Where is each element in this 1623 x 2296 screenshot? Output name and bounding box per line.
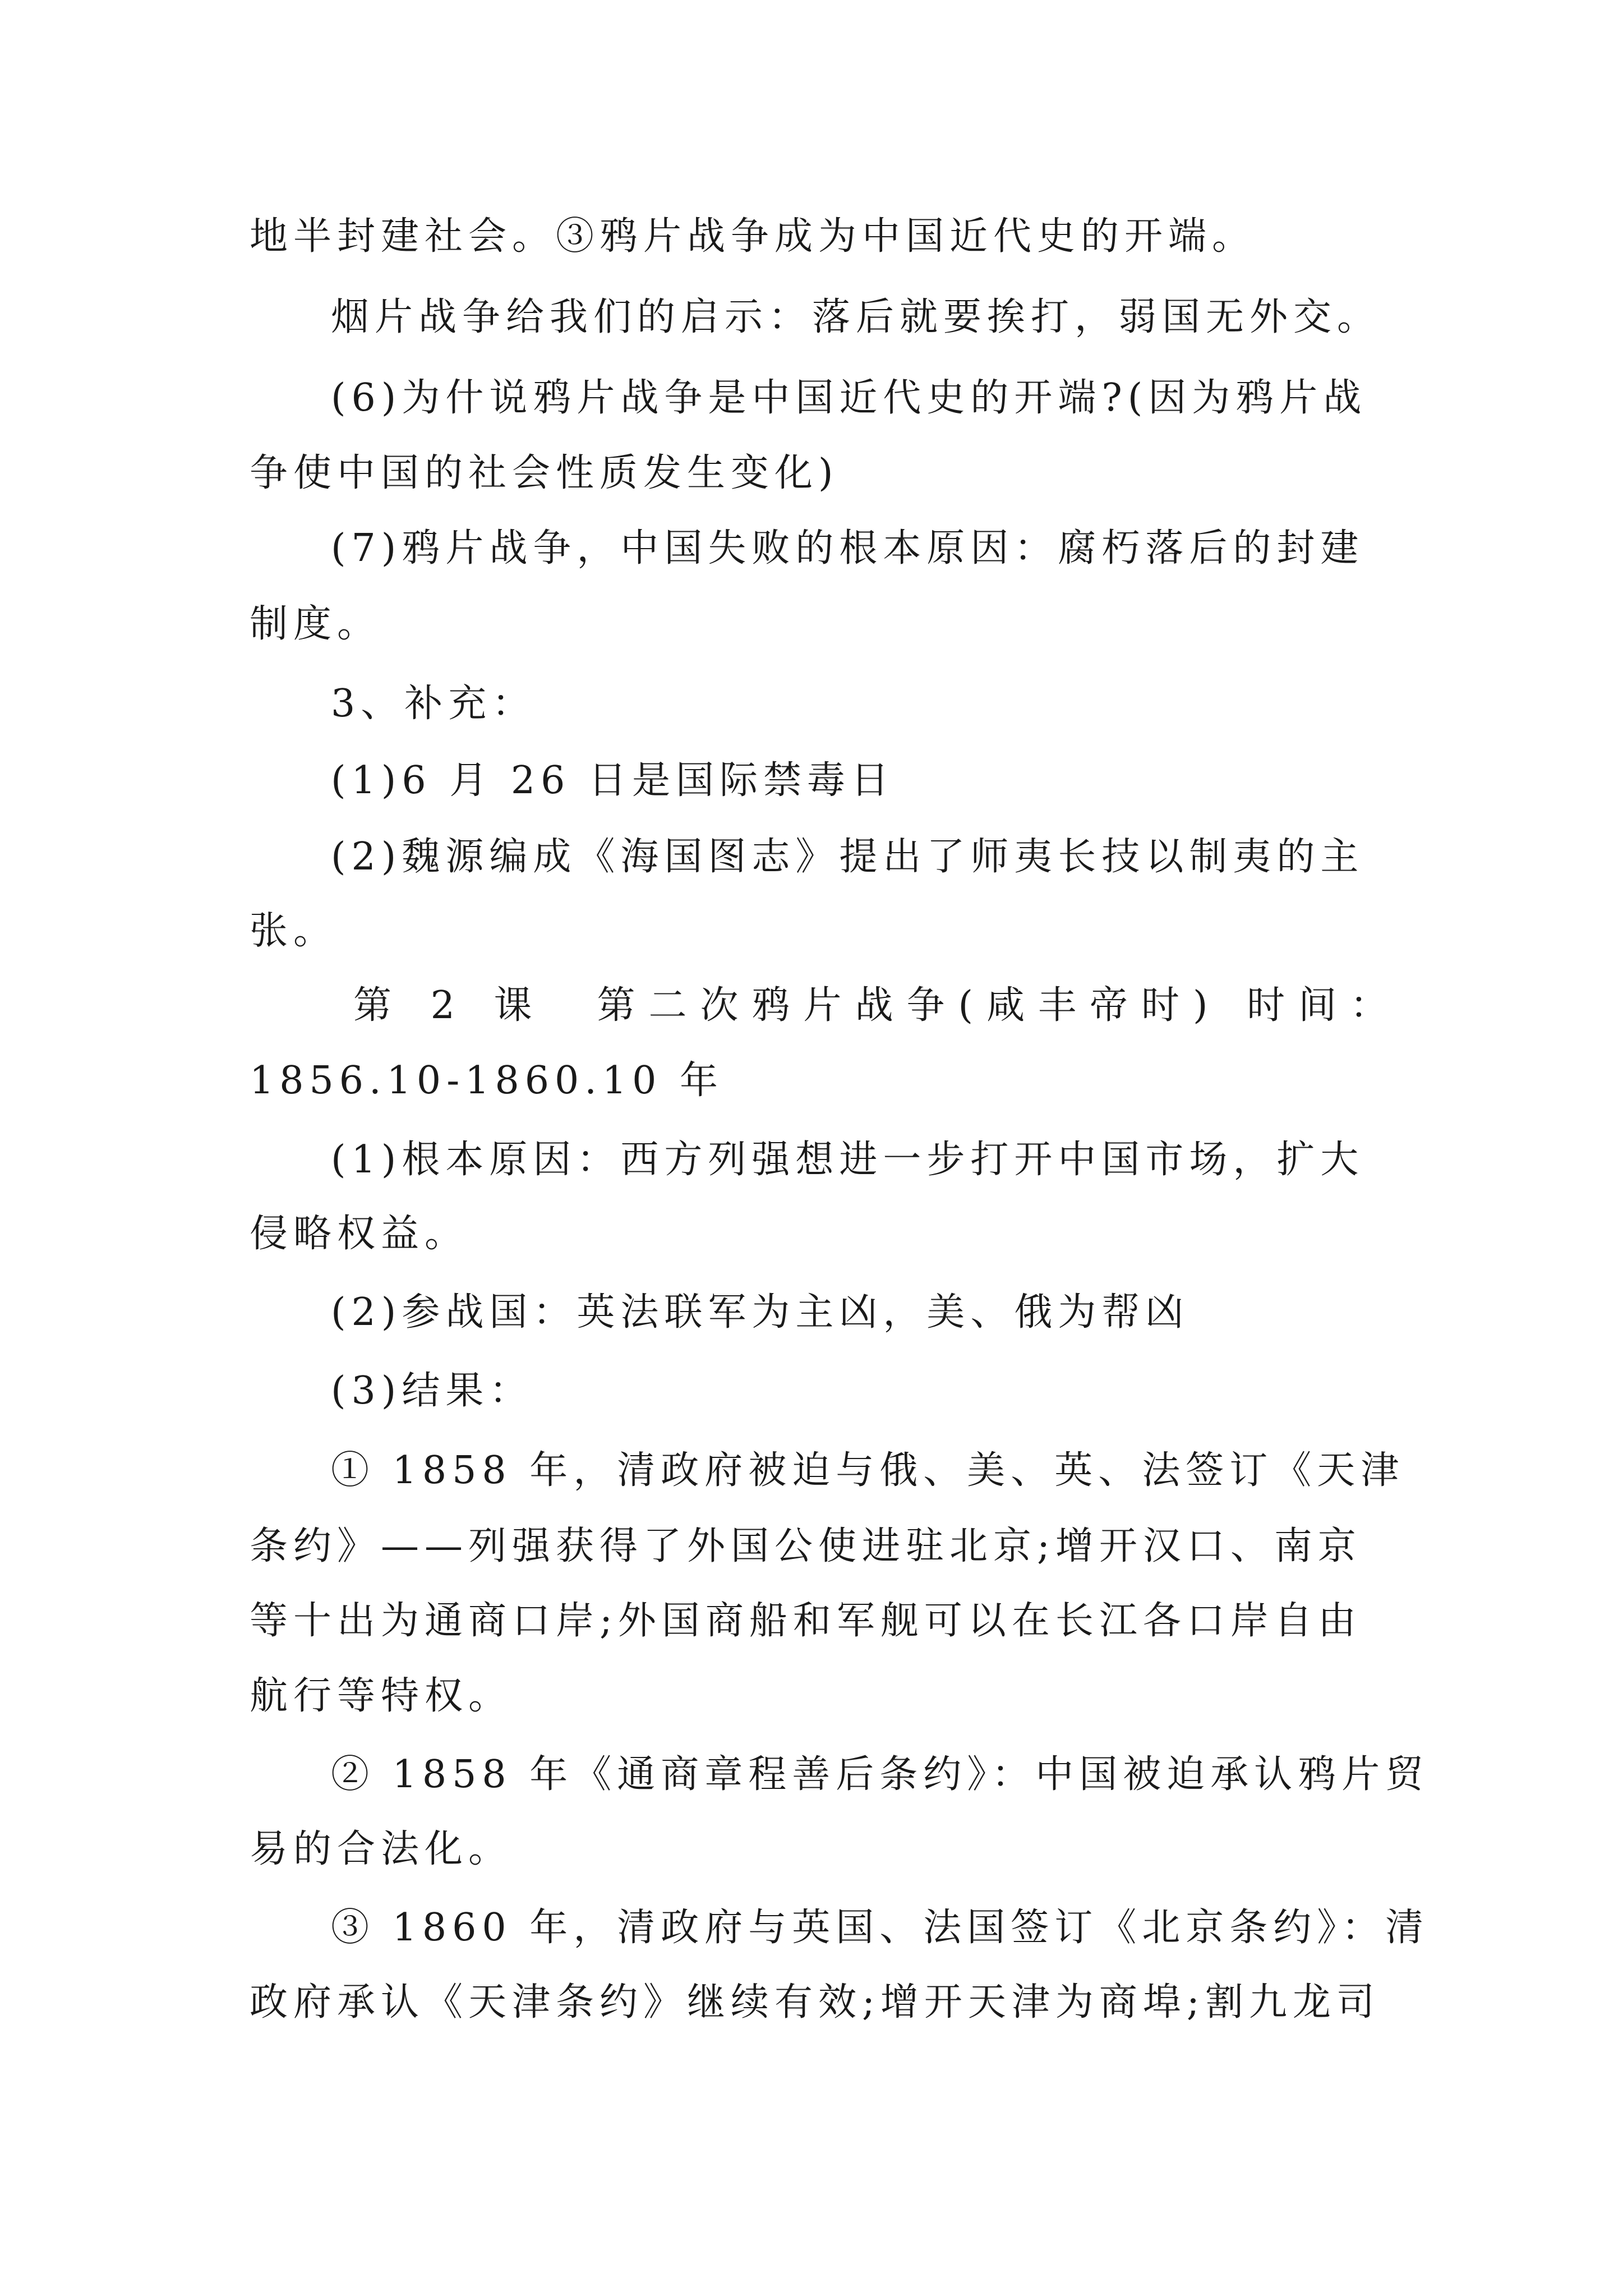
text-line: 侵略权益。	[250, 1212, 469, 1256]
text-line: ③ 1860 年，清政府与英国、法国签订《北京条约》：清	[331, 1906, 1430, 1950]
text-line: ② 1858 年《通商章程善后条约》：中国被迫承认鸦片贸	[331, 1752, 1430, 1797]
text-line: (6)为什说鸦片战争是中国近代史的开端?(因为鸦片战	[331, 376, 1367, 420]
text-line: 制度。	[250, 602, 381, 646]
lesson-heading: 第 2 课 第二次鸦片战争(咸丰帝时) 时间：	[353, 983, 1402, 1028]
text-line: 争使中国的社会性质发生变化)	[250, 451, 839, 495]
text-line: 等十出为通商口岸;外国商船和军舰可以在长江各口岸自由	[250, 1599, 1362, 1643]
text-line: (1)根本原因：西方列强想进一步打开中国市场，扩大	[331, 1138, 1364, 1182]
text-line: (2)魏源编成《海国图志》提出了师夷长技以制夷的主	[331, 835, 1364, 879]
text-line: 条约》——列强获得了外国公使进驻北京;增开汉口、南京	[250, 1524, 1362, 1568]
section-heading: 3、补充：	[331, 682, 536, 726]
text-line: ① 1858 年，清政府被迫与俄、美、英、法签订《天津	[331, 1448, 1405, 1493]
text-line: (3)结果：	[331, 1369, 533, 1413]
text-line: 1856.10-1860.10 年	[250, 1059, 723, 1103]
text-line: 航行等特权。	[250, 1674, 513, 1718]
text-line: 张。	[250, 909, 338, 953]
text-line: 地半封建社会。③鸦片战争成为中国近代史的开端。	[250, 214, 1256, 259]
text-line: (2)参战国：英法联军为主凶，美、俄为帮凶	[331, 1290, 1189, 1335]
text-line: 易的合法化。	[250, 1827, 513, 1871]
text-line: 烟片战争给我们的启示：落后就要挨打，弱国无外交。	[331, 295, 1381, 339]
text-line: (7)鸦片战争，中国失败的根本原因：腐朽落后的封建	[331, 526, 1364, 570]
text-line: (1)6 月 26 日是国际禁毒日	[331, 758, 895, 803]
text-line: 政府承认《天津条约》继续有效;增开天津为商埠;割九龙司	[250, 1980, 1380, 2024]
